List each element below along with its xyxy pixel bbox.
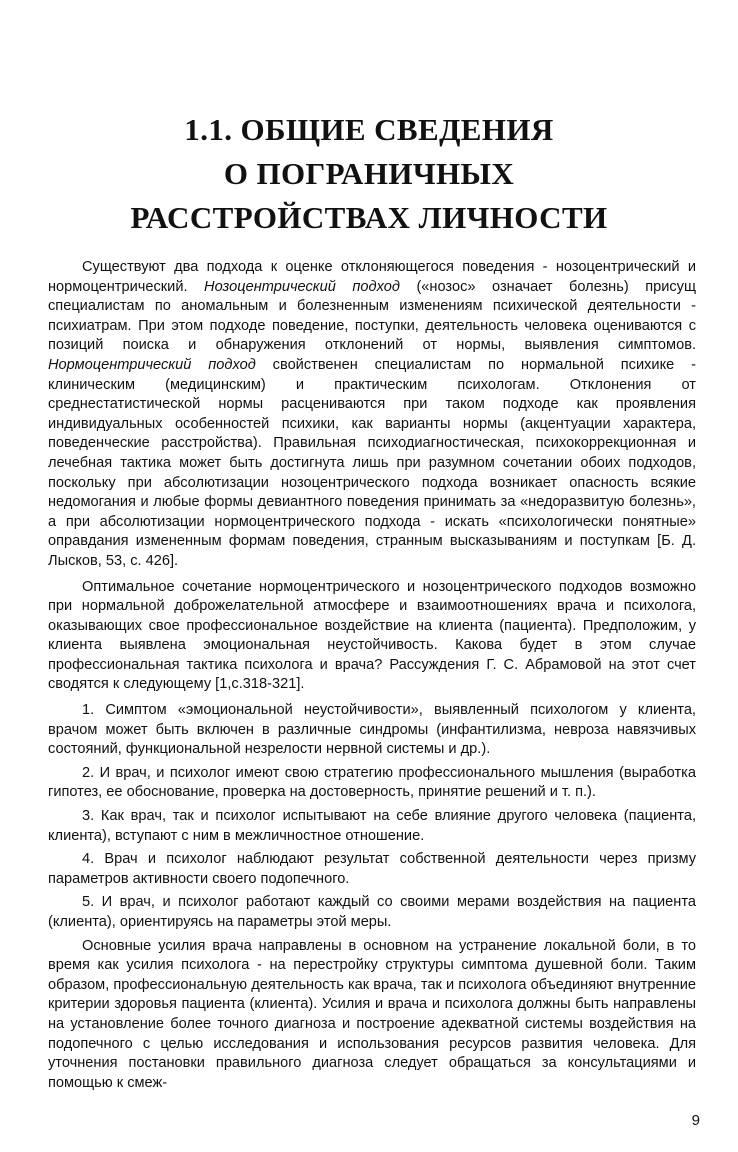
paragraph-approaches-intro: Существуют два подхода к оценке отклоняющегося поведения - нозоцентрический и нормоцентрический. — [48, 259, 696, 295]
list-item-3: 3. Как врач, так и психолог испытывают на себе влияние другого человека (пациента, клиента), вступают с ним в межличностное отношение. — [48, 808, 696, 844]
body-text — [48, 258, 696, 1098]
section-title-line-2: О ПОГРАНИЧНЫХ — [223, 156, 515, 191]
term-nosocentric-approach: Нозоцентрический подход — [204, 278, 400, 295]
page-number: 9 — [691, 1112, 700, 1129]
paragraph-approaches-normocentric-text: свойственен специалистам по нормальной психике - клиническим (медицинским) и практическим психологам. Отклонения от среднестатистической нормы расцениваются при таком подходе как проявления индивидуальных особенностей психики, как варианты нормы (акцентуации характера, поведенческие расстройства). Правильная психодиагностическая, психокоррекционная и лечебная тактика может быть достигнута лишь при разумном сочетании обоих подходов, поскольку при абсолютизации нозоцентрического подхода возникает опасность всякие недомогания и любые формы девиантного поведения принимать за «недоразвитую болезнь», а при абсолютизации нормоцентрического подхода - искать «психологически понятные» оправдания измененным формам поведения, странным высказываниям и поступкам [Б. Д. Лысков, 53, с. 426]. — [48, 356, 696, 569]
paragraph-approaches-nosocentric-text: («нозос» означает болезнь) присущ специалистам по аномальным и болезненным изменениям психической деятельности - психиатрам. При этом подходе поведение, поступки, деятельность человека оцениваются с позиций поиска и обнаружения отклонений от нормы, выявления симптомов. — [48, 278, 696, 354]
list-item-1: 1. Симптом «эмоциональной неустойчивости», выявленный психологом у клиента, врачом может быть включен в различные синдромы (инфантилизма, невроза навязчивых состояний, функциональной незрелости нервной системы и др.). — [48, 702, 696, 758]
section-title-line-1: 1.1. ОБЩИЕ СВЕДЕНИЯ — [184, 112, 554, 147]
paragraph-approaches — [48, 258, 696, 572]
term-normocentric-approach: Нормоцентрический подход — [48, 356, 256, 373]
list-item-5: 5. И врач, и психолог работают каждый со своими мерами воздействия на пациента (клиента), ориентируясь на параметры этой меры. — [48, 894, 696, 930]
paragraph-optimal-combination: Оптимальное сочетание нормоцентрического и нозоцентрического подходов возможно при нормальной доброжелательной атмосфере и взаимоотношениях врача и психолога, оказывающих свое профессиональное воздействие на клиента (пациента). Предположим, у клиента выявлена эмоциональная неустойчивость. Какова будет в этом случае профессиональная тактика психолога и врача? Рассуждения Г. С. Абрамовой на этот счет сводятся к следующему [1,с.318-321]. — [48, 578, 696, 693]
section-title-line-3: РАССТРОЙСТВАХ ЛИЧНОСТИ — [130, 200, 608, 235]
paragraph-main-efforts: Основные усилия врача направлены в основном на устранение локальной боли, в то время как усилия психолога - на перестройку структуры симптома душевной боли. Таким образом, профессиональную деятельность как врача, так и психолога объединяют внутренние критерии здоровья пациента (клиента). Усилия и врача и психолога должны быть направлены на установление более точного диагноза и построение адекватной системы воздействия на подопечного с целью исследования и использования ресурсов развития человека. Для уточнения постановки правильного диагноза следует обращаться за консультациями и помощью к смеж- — [48, 937, 696, 1091]
list-item-2: 2. И врач, и психолог имеют свою стратегию профессионального мышления (выработка гипотез, ее обоснование, проверка на достоверность, принятие решений и т. п.). — [48, 764, 696, 801]
section-title — [60, 108, 678, 240]
list-item-4: 4. Врач и психолог наблюдают результат собственной деятельности через призму параметров активности своего подопечного. — [48, 851, 696, 887]
